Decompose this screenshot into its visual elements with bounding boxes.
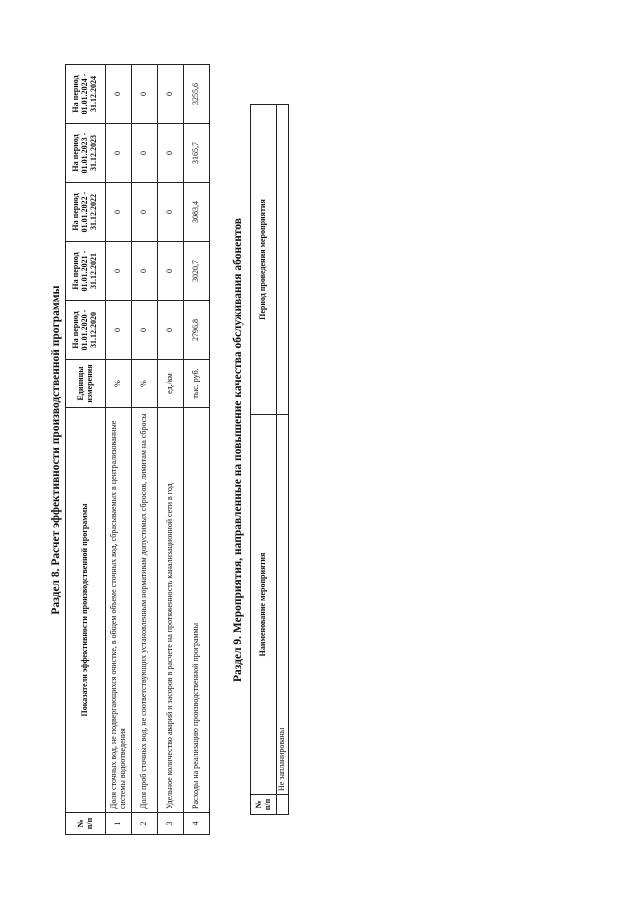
row-value: 0 — [158, 301, 184, 360]
header-measure-name: Наименование мероприятия — [251, 415, 277, 795]
row-unit: ед./км — [158, 360, 184, 408]
section-8-title: Раздел 8. Расчет эффективности производственной программы — [50, 285, 62, 615]
row-value: 0 — [106, 124, 132, 183]
row-value: 0 — [158, 183, 184, 242]
table-row — [158, 65, 184, 835]
section-9-title: Раздел 9. Мероприятия, направленные на повышение качества обслуживания абонентов — [232, 218, 244, 683]
header-period-2024: На период 01.01.2024 - 31.12.2024 — [66, 65, 106, 124]
table-row — [106, 65, 132, 835]
table-row — [184, 65, 210, 835]
row-value: 0 — [106, 242, 132, 301]
row-value: 0 — [106, 301, 132, 360]
row-indicator: Доля проб сточных вод, не соответствующих установленным нормативам допустимых сбросов, лимитам на сбросы — [132, 408, 158, 813]
row-num: 1 — [106, 813, 132, 835]
row-value: 0 — [106, 183, 132, 242]
row-unit: тыс. руб. — [184, 360, 210, 408]
header-period-2023: На период 01.01.2023 - 31.12.2023 — [66, 124, 106, 183]
header-period-2022: На период 01.01.2022 - 31.12.2022 — [66, 183, 106, 242]
row-value: 0 — [106, 65, 132, 124]
row-value: 0 — [132, 242, 158, 301]
measures-table — [250, 104, 289, 815]
header-indicator: Показатели эффективности производственной программы — [66, 408, 106, 813]
row-indicator: Доля сточных вод, не подвергающихся очистке, в общем объеме сточных вод, сбрасываемых в централизованные системы водоотведения — [106, 408, 132, 813]
row-measure-name: Не запланированы — [277, 415, 289, 795]
row-measure-period — [277, 105, 289, 415]
row-value: 0 — [132, 124, 158, 183]
table-header-row — [251, 105, 277, 815]
header-num: № п/п — [251, 795, 277, 815]
row-indicator: Расходы на реализацию производственной программы — [184, 408, 210, 813]
row-value: 3020,7 — [184, 242, 210, 301]
table-row — [277, 105, 289, 815]
row-value: 2796,8 — [184, 301, 210, 360]
row-num: 4 — [184, 813, 210, 835]
row-value: 3255,6 — [184, 65, 210, 124]
row-value: 0 — [132, 301, 158, 360]
row-value: 0 — [132, 183, 158, 242]
header-period-2020: На период 01.01.2020 - 31.12.2020 — [66, 301, 106, 360]
header-period-2021: На период 01.01.2021 - 31.12.2021 — [66, 242, 106, 301]
row-unit: % — [132, 360, 158, 408]
header-measure-period: Период проведения мероприятия — [251, 105, 277, 415]
row-value: 0 — [158, 242, 184, 301]
efficiency-table — [65, 64, 210, 835]
row-num: 3 — [158, 813, 184, 835]
table-header-row — [66, 65, 106, 835]
row-value: 0 — [158, 124, 184, 183]
row-value: 3083,4 — [184, 183, 210, 242]
row-value: 3165,7 — [184, 124, 210, 183]
row-value: 0 — [132, 65, 158, 124]
row-num: 2 — [132, 813, 158, 835]
table-row — [132, 65, 158, 835]
row-num — [277, 795, 289, 815]
row-indicator: Удельное количество аварий и засоров в расчете на протяженность канализационной сети в год — [158, 408, 184, 813]
row-value: 0 — [158, 65, 184, 124]
header-num: № п/п — [66, 813, 106, 835]
header-unit: Единицы измерения — [66, 360, 106, 408]
row-unit: % — [106, 360, 132, 408]
rotated-document-page — [48, 65, 468, 835]
